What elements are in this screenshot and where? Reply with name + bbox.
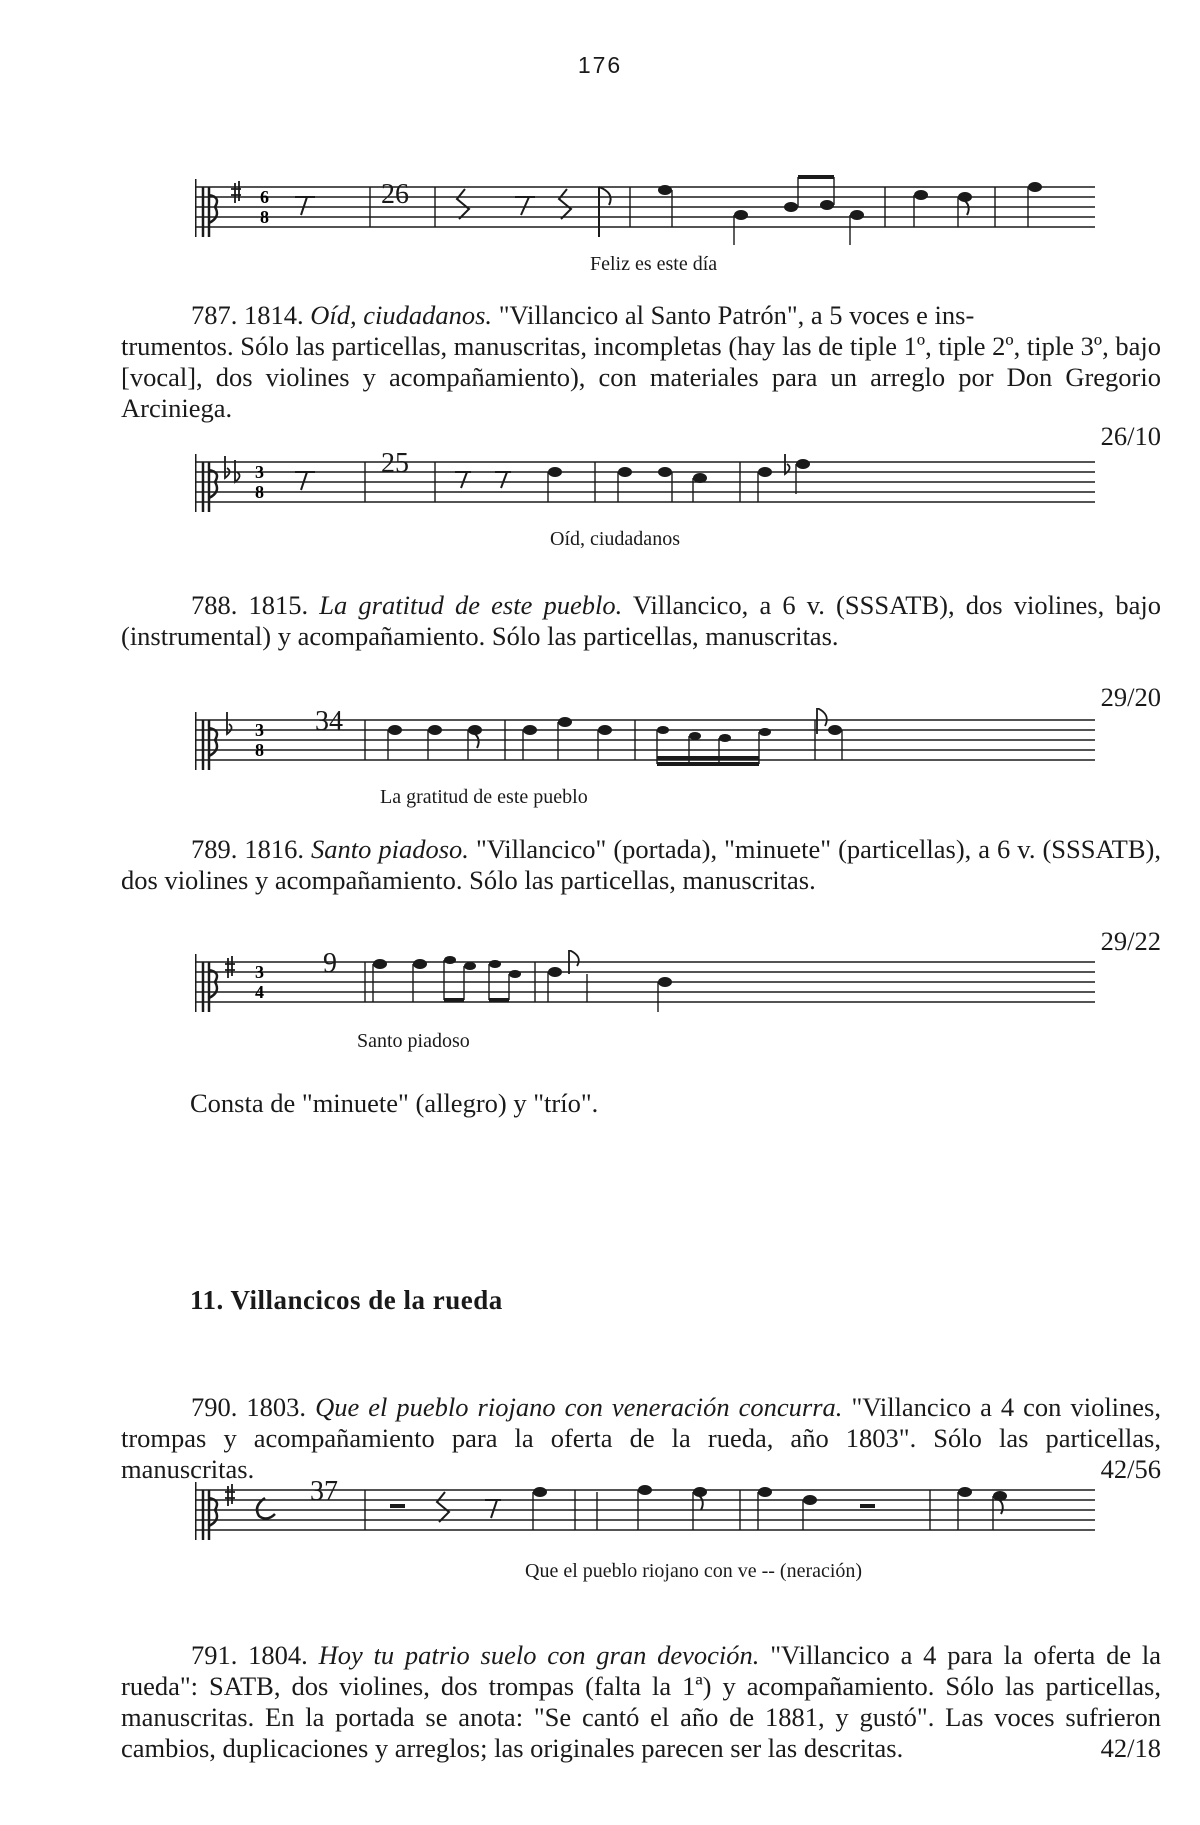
measure-number-oid: 25 [381,448,409,479]
incipit-caption-feliz: Feliz es este día [590,253,718,275]
entry-note-789: Consta de "minuete" (allegro) y "trío". [190,1088,599,1118]
svg-text:4: 4 [255,982,264,1002]
entry-number: 791. 1804. [191,1640,319,1670]
entry-description: "Villancico" (portada), "minuete" (particellas), a 6 v. (SSSATB), dos violines y acompañamiento. Sólo las particellas, manuscritas. [121,834,1161,895]
svg-text:8: 8 [255,482,264,502]
music-incipit-feliz [195,175,1095,285]
entry-number: 790. 1803. [191,1392,316,1422]
catalog-entry-788 [121,590,1161,652]
catalog-code-787 [121,421,1161,452]
catalog-entry-787-body [121,331,1161,424]
incipit-caption-santo: Santo piadoso [357,1030,470,1052]
catalog-code: 29/20 [1100,682,1161,712]
entry-number: 787. 1814. [191,300,311,330]
incipit-caption-gratitud: La gratitud de este pueblo [380,786,588,808]
measure-number-gratitud: 34 [315,706,343,737]
entry-number: 789. 1816. [191,834,312,864]
music-incipit-santo [195,950,1095,1060]
svg-text:3: 3 [255,962,264,982]
page-number: 176 [577,52,623,78]
svg-text:6: 6 [260,187,269,207]
svg-text:3: 3 [255,462,264,482]
svg-text:8: 8 [255,740,264,760]
catalog-code: 42/56 [1100,1454,1161,1484]
measure-number-riojano: 37 [310,1476,338,1507]
catalog-code: 29/22 [1100,926,1161,956]
catalog-code: 26/10 [1100,421,1161,451]
entry-title: Que el pueblo riojano con veneración concurra. [315,1392,843,1422]
catalog-code: 42/18 [1100,1733,1161,1763]
catalog-entry-791 [121,1640,1161,1764]
music-incipit-oid [195,450,1095,560]
section-heading: 11. Villancicos de la rueda [190,1285,503,1315]
entry-description: Villancico, a 6 v. (SSSATB), dos violines, bajo (instrumental) y acompañamiento. Sólo las particellas, manuscritas. [121,590,1162,651]
entry-title: Oíd, ciudadanos. [310,300,493,330]
entry-description: "Villancico a 4 con violines, trompas y acompañamiento para la oferta de la rueda, año 1803". Sólo las particellas, manuscritas. [121,1392,1161,1484]
incipit-caption-oid: Oíd, ciudadanos [550,528,680,550]
entry-title: Santo piadoso. [311,834,469,864]
svg-text:8: 8 [260,207,269,227]
entry-title: La gratitud de este pueblo. [319,590,623,620]
staff-oid [195,450,1095,525]
entry-description: "Villancico a 4 para la oferta de la rueda": SATB, dos violines, dos trompas (falta la 1ª) y acompañamiento. Sólo las particellas, manuscritas. En la portada se anota: "Se cantó el año de 1881, y gustó". Las voces sufrieron cambios, duplicaciones y arreglos; las originales parecen ser las descritas. [121,1640,1161,1763]
entry-number: 788. 1815. [191,590,320,620]
staff-feliz [195,175,1095,250]
entry-description: "Villancico al Santo Patrón", a 5 voces e ins- [492,300,975,330]
svg-text:3: 3 [255,720,264,740]
music-incipit-gratitud [195,708,1095,818]
entry-title: Hoy tu patrio suelo con gran devoción. [318,1640,760,1670]
measure-number-feliz: 26 [381,179,409,210]
catalog-entry-789 [121,834,1161,896]
music-incipit-riojano [195,1478,1095,1588]
incipit-caption-riojano: Que el pueblo riojano con ve -- (neración) [525,1560,863,1582]
measure-number-santo: 9 [323,948,337,979]
entry-body: trumentos. Sólo las particellas, manuscritas, incompletas (hay las de tiple 1º, tiple 2º, tiple 3º, bajo [vocal], dos violines y acompañamiento), con materiales para un arreglo por Don Gregorio Arciniega. [121,331,1161,423]
catalog-entry-787 [121,300,1161,331]
